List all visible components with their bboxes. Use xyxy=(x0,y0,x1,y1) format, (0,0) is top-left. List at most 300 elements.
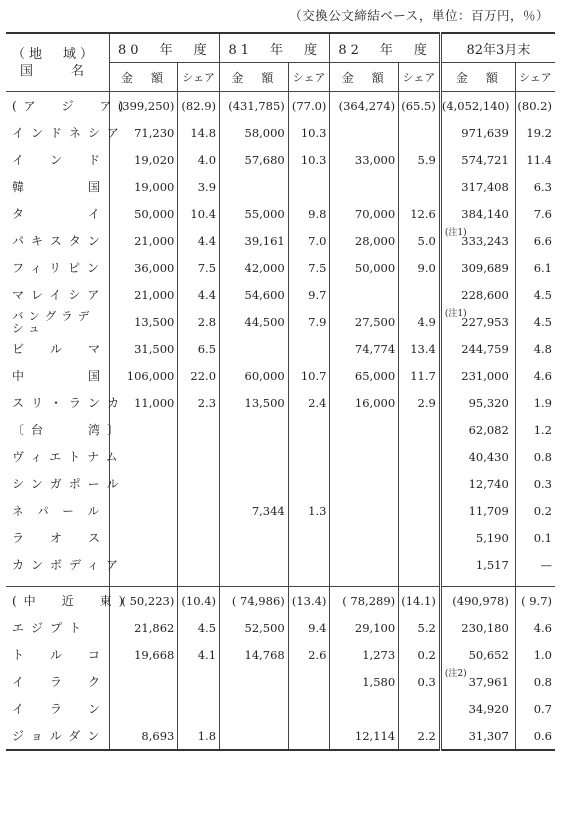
amount-value: 29,100 xyxy=(354,620,396,635)
share-value: 1.3 xyxy=(308,503,327,518)
spacer-cell xyxy=(6,578,109,587)
share-cell xyxy=(515,470,555,497)
amount-value: 5,190 xyxy=(475,530,509,545)
amount-value: 11,709 xyxy=(468,503,509,518)
amount-cell xyxy=(109,254,178,281)
share-cell xyxy=(399,254,441,281)
table-row xyxy=(6,227,555,254)
share-cell xyxy=(515,173,555,200)
amount-cell xyxy=(109,308,178,335)
share-cell xyxy=(178,335,220,362)
amount-value: 40,430 xyxy=(468,449,509,464)
amount-value: 231,000 xyxy=(461,368,509,383)
amount-cell xyxy=(220,119,289,146)
amount-cell xyxy=(440,173,515,200)
share-value: 7.0 xyxy=(308,233,327,248)
amount-cell xyxy=(220,281,289,308)
share-header: シェア xyxy=(515,63,555,92)
table-row xyxy=(6,119,555,146)
footnote-marker: (注1) xyxy=(444,309,467,319)
share-cell xyxy=(515,281,555,308)
amount-value: (364,274) xyxy=(338,98,396,113)
amount-cell xyxy=(330,695,399,722)
amount-cell xyxy=(220,335,289,362)
share-value: 2.3 xyxy=(197,395,217,410)
share-cell xyxy=(399,695,441,722)
amount-cell xyxy=(440,227,515,254)
share-cell xyxy=(399,389,441,416)
amount-value: 34,920 xyxy=(468,701,509,716)
share-cell xyxy=(515,587,555,615)
share-cell xyxy=(178,551,220,578)
share-cell xyxy=(288,227,330,254)
amount-value: 65,000 xyxy=(354,368,396,383)
country-name: ネ パ ー ル xyxy=(12,503,104,518)
amount-cell xyxy=(440,335,515,362)
amount-cell xyxy=(330,335,399,362)
share-cell xyxy=(288,92,330,120)
amount-cell xyxy=(109,92,178,120)
share-value: 4.5 xyxy=(533,287,552,302)
share-cell xyxy=(399,497,441,524)
amount-cell xyxy=(440,254,515,281)
amount-value: 37,961 xyxy=(468,674,509,689)
table-row xyxy=(6,146,555,173)
share-cell xyxy=(178,497,220,524)
amount-value: 52,500 xyxy=(244,620,285,635)
table-row xyxy=(6,362,555,389)
amount-cell xyxy=(109,416,178,443)
share-cell xyxy=(515,443,555,470)
amount-cell xyxy=(330,551,399,578)
share-value: 5.9 xyxy=(417,152,436,167)
amount-value: 21,000 xyxy=(134,233,175,248)
table-row xyxy=(6,614,555,641)
country-name: イ ン ド xyxy=(12,153,108,167)
amount-cell xyxy=(109,497,178,524)
share-value: 1.9 xyxy=(533,395,552,410)
share-value: (13.4) xyxy=(291,593,327,608)
amount-value: 19,000 xyxy=(134,179,175,194)
share-value: 2.8 xyxy=(197,314,217,329)
amount-value: 70,000 xyxy=(354,206,396,221)
share-value: 4.0 xyxy=(197,152,217,167)
amount-value: 230,180 xyxy=(461,620,509,635)
share-value: 9.7 xyxy=(308,287,327,302)
amount-cell xyxy=(109,551,178,578)
amount-cell xyxy=(220,443,289,470)
country-name: エジプト xyxy=(12,621,89,635)
share-value: 7.5 xyxy=(197,260,217,275)
amount-cell xyxy=(220,362,289,389)
share-cell xyxy=(288,695,330,722)
share-value: 9.8 xyxy=(308,206,327,221)
amount-cell xyxy=(440,119,515,146)
share-value: 2.4 xyxy=(308,395,327,410)
amount-cell xyxy=(440,695,515,722)
spacer-cell xyxy=(399,578,441,587)
country-name: シンガポール xyxy=(12,477,126,491)
share-cell xyxy=(515,389,555,416)
amount-cell xyxy=(330,443,399,470)
share-cell xyxy=(178,281,220,308)
country-name: ジョルダン xyxy=(6,722,109,750)
amount-cell xyxy=(330,614,399,641)
share-value: 0.8 xyxy=(533,674,552,689)
spacer-cell xyxy=(515,578,555,587)
share-value: 0.3 xyxy=(417,674,436,689)
amount-cell xyxy=(440,722,515,750)
amount-value: 11,000 xyxy=(134,395,175,410)
share-cell xyxy=(515,200,555,227)
share-value: 7.6 xyxy=(533,206,552,221)
amount-value: (431,785) xyxy=(228,98,285,113)
amount-value: 12,114 xyxy=(354,728,396,743)
amount-cell xyxy=(220,173,289,200)
share-value: 11.7 xyxy=(410,368,436,383)
region-header xyxy=(6,33,109,92)
amount-cell xyxy=(220,668,289,695)
amount-cell xyxy=(109,173,178,200)
share-cell xyxy=(288,443,330,470)
amount-cell xyxy=(440,146,515,173)
amount-cell xyxy=(109,443,178,470)
amount-value: ( 78,289) xyxy=(342,593,396,608)
country-name: マレイシア xyxy=(12,288,107,302)
table-body xyxy=(6,92,555,751)
share-value: 1.8 xyxy=(197,728,217,743)
amount-cell xyxy=(440,524,515,551)
table-row xyxy=(6,389,555,416)
share-value: 10.7 xyxy=(300,368,327,383)
share-cell xyxy=(399,722,441,750)
share-cell xyxy=(515,227,555,254)
share-cell xyxy=(178,695,220,722)
table-row xyxy=(6,254,555,281)
amount-cell xyxy=(440,416,515,443)
share-cell xyxy=(288,389,330,416)
share-value: 0.7 xyxy=(533,701,552,716)
amount-cell xyxy=(109,695,178,722)
amount-value: 19,668 xyxy=(134,647,175,662)
amount-cell xyxy=(220,416,289,443)
share-value: (10.4) xyxy=(181,593,217,608)
amount-cell xyxy=(220,146,289,173)
share-cell xyxy=(288,119,330,146)
share-value: 6.5 xyxy=(197,341,217,356)
amount-cell xyxy=(330,497,399,524)
amount-value: 50,652 xyxy=(468,647,509,662)
amount-cell xyxy=(330,470,399,497)
share-cell xyxy=(515,92,555,120)
share-value: 0.8 xyxy=(533,449,552,464)
amount-value: 27,500 xyxy=(354,314,396,329)
country-name: バングラデシュ xyxy=(12,308,95,335)
country-name: インドネシア xyxy=(12,126,126,140)
amount-value: 33,000 xyxy=(354,152,396,167)
amount-value: 333,243 xyxy=(461,233,509,248)
share-cell xyxy=(399,587,441,615)
amount-cell xyxy=(220,641,289,668)
share-cell xyxy=(178,668,220,695)
share-cell xyxy=(288,308,330,335)
amount-cell xyxy=(109,722,178,750)
amount-cell xyxy=(109,281,178,308)
share-value: 6.6 xyxy=(533,233,552,248)
share-cell xyxy=(399,362,441,389)
amount-cell xyxy=(440,281,515,308)
share-value: (80.2) xyxy=(517,98,552,113)
share-cell xyxy=(178,587,220,615)
group-row xyxy=(6,92,555,120)
country-name: スリ・ランカ xyxy=(12,396,127,410)
amount-cell xyxy=(109,362,178,389)
share-cell xyxy=(399,668,441,695)
amount-cell xyxy=(440,200,515,227)
share-cell xyxy=(288,587,330,615)
table-row xyxy=(6,200,555,227)
share-cell xyxy=(178,308,220,335)
share-value: 4.6 xyxy=(533,620,552,635)
amount-cell xyxy=(440,389,515,416)
amount-cell xyxy=(109,200,178,227)
share-cell xyxy=(515,614,555,641)
share-cell xyxy=(515,695,555,722)
period-header-80: 80 年 度 xyxy=(109,33,219,63)
amount-value: 36,000 xyxy=(134,260,175,275)
share-cell xyxy=(515,524,555,551)
amount-value: 384,140 xyxy=(461,206,509,221)
share-cell xyxy=(288,497,330,524)
amount-cell xyxy=(109,587,178,615)
share-cell xyxy=(515,335,555,362)
amount-cell xyxy=(109,389,178,416)
share-value: 4.9 xyxy=(417,314,436,329)
amount-cell xyxy=(220,722,289,750)
amount-value: 106,000 xyxy=(126,368,175,383)
share-cell xyxy=(399,335,441,362)
share-value: 0.2 xyxy=(417,647,436,662)
amount-cell xyxy=(330,308,399,335)
share-header: シェア xyxy=(288,63,330,92)
share-cell xyxy=(399,614,441,641)
spacer-cell xyxy=(220,578,289,587)
share-value: ( 9.7) xyxy=(521,593,552,608)
amount-cell xyxy=(440,551,515,578)
amount-value: 14,768 xyxy=(244,647,285,662)
share-cell xyxy=(178,389,220,416)
amount-value: 74,774 xyxy=(354,341,396,356)
amount-cell xyxy=(109,614,178,641)
amount-value: (399,250) xyxy=(117,98,175,113)
amount-cell xyxy=(220,254,289,281)
amount-cell xyxy=(440,587,515,615)
share-value: 0.3 xyxy=(533,476,552,491)
amount-value: 228,600 xyxy=(461,287,509,302)
share-cell xyxy=(178,173,220,200)
share-value: 4.4 xyxy=(197,233,217,248)
share-value: 2.2 xyxy=(417,728,436,743)
amount-value: 309,689 xyxy=(461,260,509,275)
share-value: 4.5 xyxy=(533,314,552,329)
country-name: フィリピン xyxy=(12,261,107,275)
country-name: 韓 国 xyxy=(12,180,108,194)
amount-cell xyxy=(220,227,289,254)
amount-value: (4,052,140) xyxy=(441,98,510,113)
amount-cell xyxy=(440,362,515,389)
share-cell xyxy=(515,146,555,173)
share-value: 10.4 xyxy=(190,206,217,221)
share-cell xyxy=(515,641,555,668)
region-header-line1: （地 域） xyxy=(12,46,98,62)
share-value: 10.3 xyxy=(300,152,327,167)
share-value: 2.6 xyxy=(308,647,327,662)
share-value: 6.1 xyxy=(533,260,552,275)
share-cell xyxy=(515,497,555,524)
amount-cell xyxy=(109,470,178,497)
table-row xyxy=(6,281,555,308)
share-cell xyxy=(515,416,555,443)
amount-cell xyxy=(330,92,399,120)
share-cell xyxy=(399,416,441,443)
country-name: ヴィエトナム xyxy=(12,450,125,464)
share-value: 11.4 xyxy=(526,152,552,167)
amount-cell xyxy=(109,335,178,362)
amount-value: 16,000 xyxy=(354,395,396,410)
spacer-cell xyxy=(440,578,515,587)
amount-cell xyxy=(440,641,515,668)
amount-cell xyxy=(220,587,289,615)
amount-cell xyxy=(440,668,515,695)
share-cell xyxy=(288,641,330,668)
amount-value: 50,000 xyxy=(354,260,396,275)
amount-cell xyxy=(330,146,399,173)
amount-value: 21,000 xyxy=(134,287,175,302)
amount-value: 31,307 xyxy=(468,728,509,743)
share-cell xyxy=(399,227,441,254)
share-cell xyxy=(178,443,220,470)
amount-value: 19,020 xyxy=(134,152,175,167)
period-header-81: 81 年 度 xyxy=(220,33,330,63)
spacer-cell xyxy=(330,578,399,587)
amount-value: 42,000 xyxy=(244,260,285,275)
share-cell xyxy=(399,641,441,668)
amount-cell xyxy=(440,497,515,524)
share-cell xyxy=(399,524,441,551)
amount-value: 71,230 xyxy=(134,125,175,140)
share-cell xyxy=(178,641,220,668)
share-value: 9.4 xyxy=(308,620,327,635)
amount-value: ( 50,223) xyxy=(121,593,175,608)
share-cell xyxy=(288,470,330,497)
amount-cell xyxy=(220,389,289,416)
share-value: 3.9 xyxy=(197,179,217,194)
table-row xyxy=(6,722,555,750)
spacer-cell xyxy=(288,578,330,587)
country-name: 中 国 xyxy=(12,369,108,383)
amount-cell xyxy=(330,389,399,416)
share-cell xyxy=(178,362,220,389)
amount-value: 44,500 xyxy=(244,314,285,329)
share-cell xyxy=(288,146,330,173)
table-row xyxy=(6,173,555,200)
share-value: 10.3 xyxy=(300,125,327,140)
share-cell xyxy=(178,254,220,281)
share-cell xyxy=(515,308,555,335)
table-row xyxy=(6,416,555,443)
share-cell xyxy=(288,668,330,695)
group-spacer xyxy=(6,578,555,587)
amount-value: 971,639 xyxy=(461,125,509,140)
unit-note: （交換公文締結ベース，単位：百万円，％） xyxy=(289,8,549,23)
amount-cell xyxy=(220,470,289,497)
amount-value: 31,500 xyxy=(134,341,175,356)
amount-value: 95,320 xyxy=(468,395,509,410)
country-name: タ イ xyxy=(12,207,108,221)
footnote-marker: (注2) xyxy=(444,669,467,679)
share-value: 12.6 xyxy=(410,206,436,221)
table-row xyxy=(6,695,555,722)
amount-cell xyxy=(220,614,289,641)
amount-value: 21,862 xyxy=(134,620,175,635)
share-cell xyxy=(515,254,555,281)
table-row xyxy=(6,524,555,551)
share-cell xyxy=(288,335,330,362)
share-cell xyxy=(399,281,441,308)
amount-cell xyxy=(330,173,399,200)
share-cell xyxy=(288,722,330,750)
group-row xyxy=(6,587,555,615)
share-cell xyxy=(288,362,330,389)
amount-cell xyxy=(330,227,399,254)
share-cell xyxy=(178,470,220,497)
amount-value: 12,740 xyxy=(468,476,509,491)
share-value: 5.0 xyxy=(417,233,436,248)
share-value: 22.0 xyxy=(190,368,217,383)
amount-cell xyxy=(220,524,289,551)
amount-value: 244,759 xyxy=(461,341,509,356)
share-cell xyxy=(178,92,220,120)
amount-value: 1,580 xyxy=(362,674,396,689)
country-name: ラ オ ス xyxy=(12,531,108,545)
amount-cell xyxy=(330,587,399,615)
footnote-marker: (注1) xyxy=(444,228,467,238)
country-name: ト ル コ xyxy=(12,648,108,662)
share-header: シェア xyxy=(399,63,441,92)
amount-value: 60,000 xyxy=(244,368,285,383)
amount-header: 金 額 xyxy=(330,63,399,92)
share-cell xyxy=(178,524,220,551)
share-cell xyxy=(288,551,330,578)
share-cell xyxy=(515,551,555,578)
country-name: カンボディア xyxy=(12,558,126,572)
amount-value: 58,000 xyxy=(244,125,285,140)
share-value: 4.1 xyxy=(197,647,217,662)
amount-value: 28,000 xyxy=(354,233,396,248)
amount-header: 金 額 xyxy=(440,63,515,92)
amount-cell xyxy=(440,443,515,470)
amount-value: 227,953 xyxy=(461,314,509,329)
amount-cell xyxy=(330,641,399,668)
share-cell xyxy=(288,614,330,641)
share-value: 4.5 xyxy=(197,620,217,635)
share-cell xyxy=(288,200,330,227)
amount-value: 50,000 xyxy=(134,206,175,221)
amount-value: 62,082 xyxy=(468,422,509,437)
share-value: 7.9 xyxy=(308,314,327,329)
share-value: (65.5) xyxy=(401,98,436,113)
table-row xyxy=(6,551,555,578)
